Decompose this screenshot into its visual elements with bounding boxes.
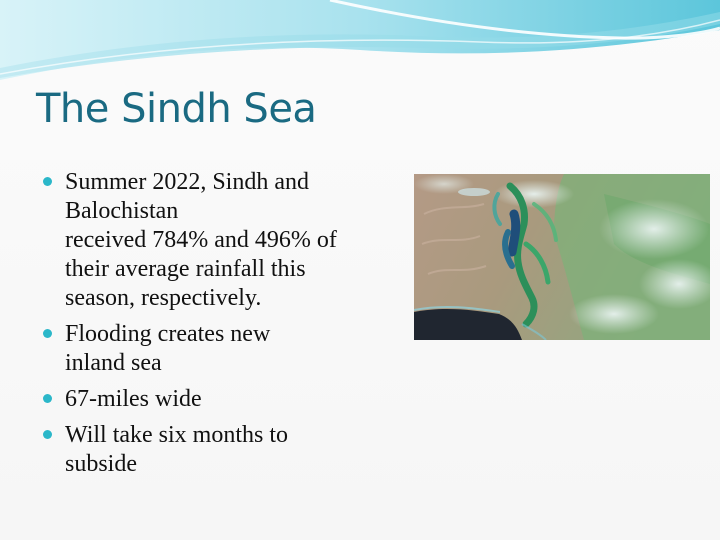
bullet-dot-icon (43, 430, 52, 439)
bullet-dot-icon (43, 394, 52, 403)
bullet-text-line: subside (65, 451, 137, 477)
bullet-text-line: Flooding creates new (65, 321, 271, 347)
bullet-item (42, 320, 382, 378)
bullet-text-line: inland sea (65, 350, 162, 376)
bullet-text-line: 67-miles wide (65, 386, 202, 412)
bullet-item (42, 421, 382, 479)
header-wave-decoration (0, 0, 720, 90)
bullet-dot-icon (43, 329, 52, 338)
bullet-dot-icon (43, 177, 52, 186)
bullet-text-line: Summer 2022, Sindh and (65, 169, 309, 195)
bullet-text-line: season, respectively. (65, 285, 262, 311)
satellite-flood-image (414, 174, 710, 340)
bullet-text-line: Will take six months to (65, 422, 289, 448)
bullet-text-line: their average rainfall this (65, 256, 306, 282)
bullet-text-line: Balochistan (65, 198, 179, 224)
slide-title: The Sindh Sea (36, 86, 317, 132)
bullet-text-line: received 784% and 496% of (65, 227, 337, 253)
bullet-item (42, 385, 382, 414)
bullet-list (42, 168, 382, 486)
bullet-item (42, 168, 382, 313)
